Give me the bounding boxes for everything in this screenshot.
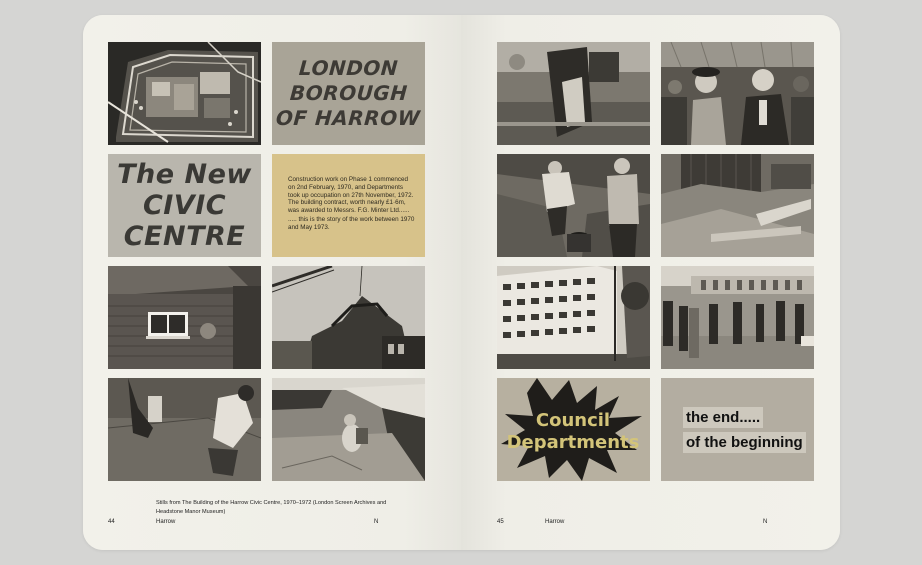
left-stills-grid — [108, 42, 425, 481]
construction-site-image — [661, 154, 814, 257]
council-line-2: Departments — [506, 432, 640, 453]
title-card-new-civic-centre — [108, 154, 261, 257]
construction-paragraph-1: Construction work on Phase 1 commenced on 2nd February, 1970, and Departments took up occupation on 27th November, 1972. The building contract, worth nearly £1·6m, was awarded to Messrs. F.G. Minter Ltd...... — [288, 176, 414, 215]
title-line-3: OF HARROW — [275, 106, 422, 130]
starburst-card — [497, 378, 650, 481]
still-machinery — [497, 42, 650, 145]
workers-trench-image — [497, 154, 650, 257]
demolition-image — [272, 266, 425, 369]
machinery-image — [497, 42, 650, 145]
brick-house-image — [108, 266, 261, 369]
still-crowd-opening — [661, 266, 814, 369]
section-marker: N — [763, 519, 768, 525]
still-worker-concrete — [272, 378, 425, 481]
construction-paragraph-2: ..... this is the story of the work between 1970 and May 1973. — [288, 215, 415, 231]
figure-caption: Stills from The Building of the Harrow Civic Centre, 1970–1972 (London Screen Archives and Headstone Manor Museum) — [156, 500, 387, 515]
title-line-2: CIVIC — [142, 190, 227, 221]
title-card-london-borough — [272, 42, 425, 145]
still-crowd-ceremony — [661, 42, 814, 145]
crowd-ceremony-image — [661, 42, 814, 145]
title-line-2: BOROUGH — [288, 81, 409, 105]
running-section: Harrow — [156, 519, 176, 525]
crowd-opening-image — [661, 266, 814, 369]
still-workers-floor — [108, 378, 261, 481]
title-card-the-end — [661, 378, 814, 481]
still-demolition-crane — [272, 266, 425, 369]
title-card-council-departments — [497, 378, 650, 481]
still-aerial-model — [108, 42, 261, 145]
right-page — [461, 15, 840, 550]
end-line-1: the end..... — [683, 407, 763, 428]
still-construction-site — [661, 154, 814, 257]
still-modern-office-building — [497, 266, 650, 369]
still-workers-trench — [497, 154, 650, 257]
worker-concrete-image — [272, 378, 425, 481]
right-stills-grid — [497, 42, 814, 481]
title-line-1: LONDON — [298, 56, 399, 80]
left-page — [83, 15, 461, 550]
section-marker: N — [374, 519, 379, 525]
running-section: Harrow — [545, 519, 565, 525]
book-spread — [83, 15, 840, 550]
still-old-brick-house — [108, 266, 261, 369]
page-number: 45 — [497, 519, 504, 525]
title-line-3: CENTRE — [123, 221, 246, 252]
workers-floor-image — [108, 378, 261, 481]
office-building-image — [497, 266, 650, 369]
council-line-1: Council — [535, 410, 611, 431]
text-card-construction — [272, 154, 425, 257]
title-line-1: The New — [117, 159, 252, 190]
page-number: 44 — [108, 519, 115, 525]
end-line-2: of the beginning — [683, 432, 806, 453]
aerial-model-image — [108, 42, 261, 145]
